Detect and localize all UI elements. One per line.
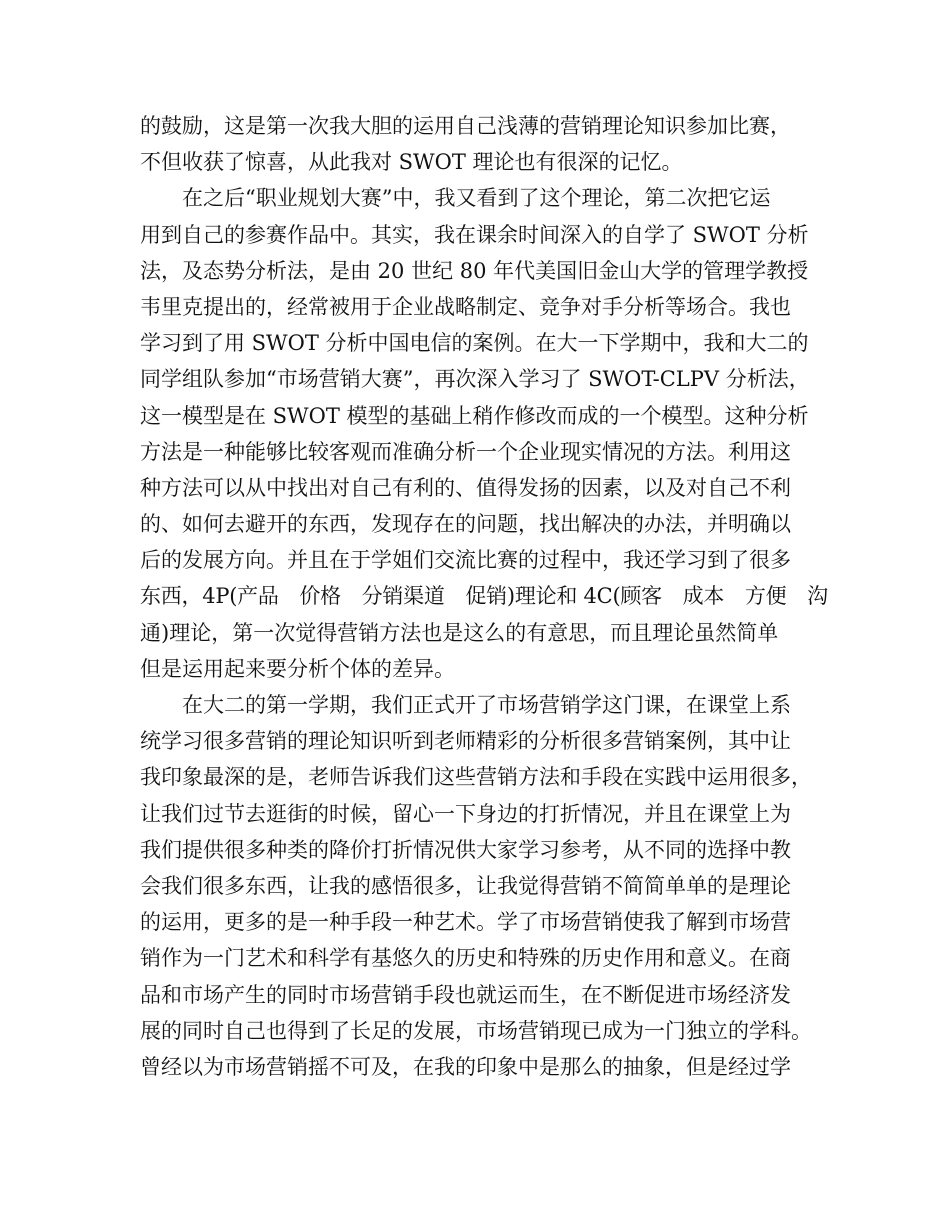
body-text <box>140 108 828 1085</box>
text-line: 方法是一种能够比较客观而准确分析一个企业现实情况的方法。利用这 <box>140 439 791 464</box>
text-line: 同学组队参加“市场营销大赛”，再次深入学习了 SWOT-CLPV 分析法， <box>140 367 810 392</box>
text-line: 不但收获了惊喜，从此我对 SWOT 理论也有很深的记忆。 <box>140 150 683 175</box>
text-line: 展的同时自己也得到了长足的发展，市场营销现已成为一门独立的学科。 <box>140 1018 812 1043</box>
text-line: 的、如何去避开的东西，发现存在的问题，找出解决的办法，并明确以 <box>140 512 791 537</box>
text-line: 种方法可以从中找出对自己有利的、值得发扬的因素，以及对自己不利 <box>140 475 791 500</box>
text-line: 统学习很多营销的理论知识听到老师精彩的分析很多营销案例，其中让 <box>140 729 791 754</box>
text-line: 我们提供很多种类的降价打折情况供大家学习参考，从不同的选择中教 <box>140 837 791 862</box>
text-line: 的运用，更多的是一种手段一种艺术。学了市场营销使我了解到市场营 <box>140 910 791 935</box>
paragraph-first-line: 在之后“职业规划大赛”中，我又看到了这个理论，第二次把它运 <box>182 186 771 211</box>
text-line: 东西，4P(产品 价格 分销渠道 促销)理论和 4C(顾客 成本 方便 沟 <box>140 584 828 609</box>
text-line: 让我们过节去逛街的时候，留心一下身边的打折情况，并且在课堂上为 <box>140 801 791 826</box>
paragraph-first-line: 在大二的第一学期，我们正式开了市场营销学这门课，在课堂上系 <box>182 693 791 717</box>
text-line: 后的发展方向。并且在于学姐们交流比赛的过程中，我还学习到了很多 <box>140 548 791 573</box>
text-line: 曾经以为市场营销摇不可及，在我的印象中是那么的抽象，但是经过学 <box>140 1054 791 1079</box>
text-line: 韦里克提出的，经常被用于企业战略制定、竞争对手分析等场合。我也 <box>140 294 791 319</box>
text-line: 学习到了用 SWOT 分析中国电信的案例。在大一下学期中，我和大二的 <box>140 331 809 356</box>
text-line: 销作为一门艺术和科学有基悠久的历史和特殊的历史作用和意义。在商 <box>140 946 791 971</box>
text-line: 通)理论，第一次觉得营销方法也是这么的有意思，而且理论虽然简单 <box>140 620 779 645</box>
text-line: 这一模型是在 SWOT 模型的基础上稍作修改而成的一个模型。这种分析 <box>140 403 809 428</box>
text-line: 的鼓励，这是第一次我大胆的运用自己浅薄的营销理论知识参加比赛， <box>140 114 791 138</box>
text-line: 但是运用起来要分析个体的差异。 <box>140 656 455 681</box>
text-line: 法，及态势分析法，是由 20 世纪 80 年代美国旧金山大学的管理学教授 <box>140 258 809 283</box>
text-line: 品和市场产生的同时市场营销手段也就运而生，在不断促进市场经济发 <box>140 982 791 1007</box>
text-line: 我印象最深的是，老师告诉我们这些营销方法和手段在实践中运用很多， <box>140 765 812 790</box>
text-line: 会我们很多东西，让我的感悟很多，让我觉得营销不简简单单的是理论 <box>140 873 791 898</box>
text-line: 用到自己的参赛作品中。其实，我在课余时间深入的自学了 SWOT 分析 <box>140 222 809 247</box>
